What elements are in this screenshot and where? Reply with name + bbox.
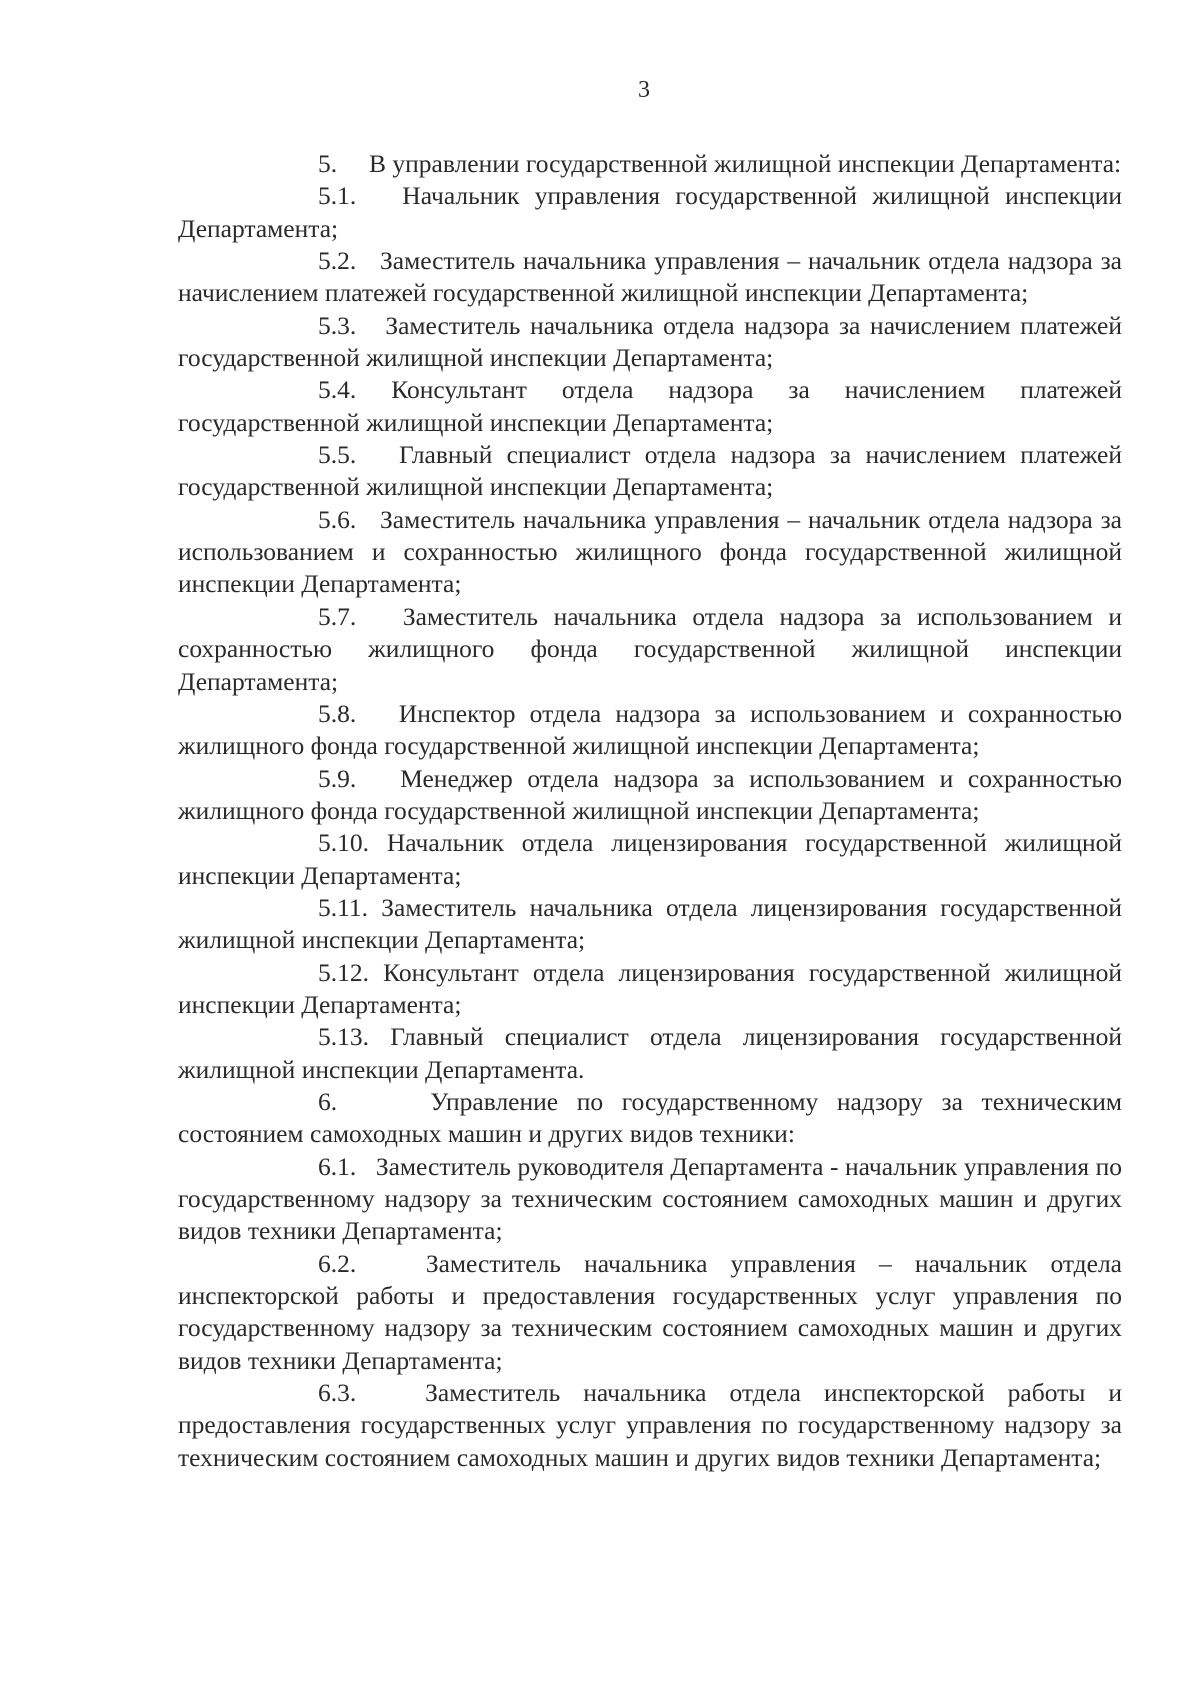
paragraph-number: 5.10. [318, 828, 369, 858]
paragraph-text: Заместитель начальника отдела надзора за использованием и сохранностью жилищного фонда государственной жилищной инспекции Департамента; [178, 601, 1123, 696]
paragraph-text: Заместитель начальника управления – начальник отдела надзора за начислением платежей государственной жилищной инспекции Департамента; [178, 246, 1122, 308]
paragraph-number: 5.3. [318, 310, 357, 340]
page-number: 3 [638, 77, 650, 103]
paragraph-text: Главный специалист отдела лицензирования государственной жилищной инспекции Департамента. [178, 1022, 1122, 1084]
paragraph-6-2 [178, 1248, 1122, 1377]
paragraph-number: 5.11. [318, 892, 369, 922]
paragraph-5-12 [178, 957, 1122, 1022]
paragraph-text: Заместитель начальника отдела лицензирования государственной жилищной инспекции Департамента; [178, 892, 1122, 955]
paragraph-number: 5.5. [318, 440, 357, 470]
paragraph-text: Консультант отдела лицензирования государственной жилищной инспекции Департамента; [178, 957, 1122, 1019]
paragraph-number: 6.2. [318, 1248, 357, 1278]
paragraph-5-11 [178, 892, 1122, 957]
paragraph-number: 5.7. [318, 601, 357, 631]
paragraph-5 [178, 148, 1122, 180]
paragraph-number: 5.2. [318, 246, 357, 276]
paragraph-text: Заместитель начальника управления – начальник отдела инспекторской работы и предоставления государственных услуг управления по государственному надзору за техническим состоянием самоходных машин и других видов техники Департамента; [178, 1248, 1123, 1375]
paragraph-text: Инспектор отдела надзора за использованием и сохранностью жилищного фонда государственной жилищной инспекции Департамента; [178, 698, 1123, 761]
paragraph-5-7 [178, 601, 1122, 698]
paragraph-number: 5.12. [318, 957, 369, 987]
paragraph-text: Заместитель начальника отдела надзора за начислением платежей государственной жилищной инспекции Департамента; [178, 310, 1123, 373]
document-body [178, 148, 1122, 1474]
paragraph-text: Управление по государственному надзору за техническим состоянием самоходных машин и других видов техники: [178, 1086, 1122, 1149]
paragraph-6 [178, 1086, 1122, 1151]
paragraph-number: 5.6. [318, 504, 357, 534]
paragraph-text: Заместитель начальника отдела инспекторской работы и предоставления государственных услуг управления по государственному надзору за техническим состоянием самоходных машин и других видов техники Департамента; [178, 1378, 1123, 1472]
paragraph-number: 5. [318, 149, 338, 178]
paragraph-number: 5.4. [318, 375, 357, 405]
paragraph-number: 5.8. [318, 698, 357, 728]
paragraph-5-9 [178, 763, 1122, 828]
paragraph-text: Начальник управления государственной жилищной инспекции Департамента; [178, 181, 1122, 243]
paragraph-number: 6.1. [318, 1151, 357, 1181]
paragraph-5-2 [178, 245, 1122, 310]
paragraph-number: 6. [318, 1086, 338, 1116]
paragraph-number: 5.9. [318, 763, 357, 793]
paragraph-text: Менеджер отдела надзора за использованием и сохранностью жилищного фонда государственной жилищной инспекции Департамента; [178, 763, 1122, 825]
paragraph-5-10 [178, 827, 1122, 892]
paragraph-text: Консультант отдела надзора за начислением платежей государственной жилищной инспекции Департамента; [178, 375, 1122, 437]
paragraph-5-3 [178, 310, 1122, 375]
paragraph-6-1 [178, 1151, 1122, 1248]
paragraph-text: Заместитель руководителя Департамента - начальник управления по государственному надзору за техническим состоянием самоходных машин и других видов техники Департамента; [178, 1151, 1122, 1246]
paragraph-number: 5.1. [318, 181, 357, 211]
paragraph-number: 5.13. [318, 1022, 369, 1052]
paragraph-5-8 [178, 698, 1122, 763]
paragraph-5-4 [178, 374, 1122, 439]
paragraph-5-6 [178, 504, 1122, 601]
paragraph-text: Начальник отдела лицензирования государственной жилищной инспекции Департамента; [178, 828, 1122, 890]
paragraph-text: В управлении государственной жилищной инспекции Департамента: [369, 149, 1122, 178]
paragraph-number: 6.3. [318, 1378, 357, 1408]
paragraph-5-1 [178, 180, 1122, 245]
paragraph-text: Заместитель начальника управления – начальник отдела надзора за использованием и сохранностью жилищного фонда государственной жилищной инспекции Департамента; [178, 504, 1122, 599]
paragraph-5-13 [178, 1021, 1122, 1086]
paragraph-5-5 [178, 439, 1122, 504]
paragraph-text: Главный специалист отдела надзора за начислением платежей государственной жилищной инспекции Департамента; [178, 440, 1122, 502]
paragraph-6-3 [178, 1377, 1122, 1474]
